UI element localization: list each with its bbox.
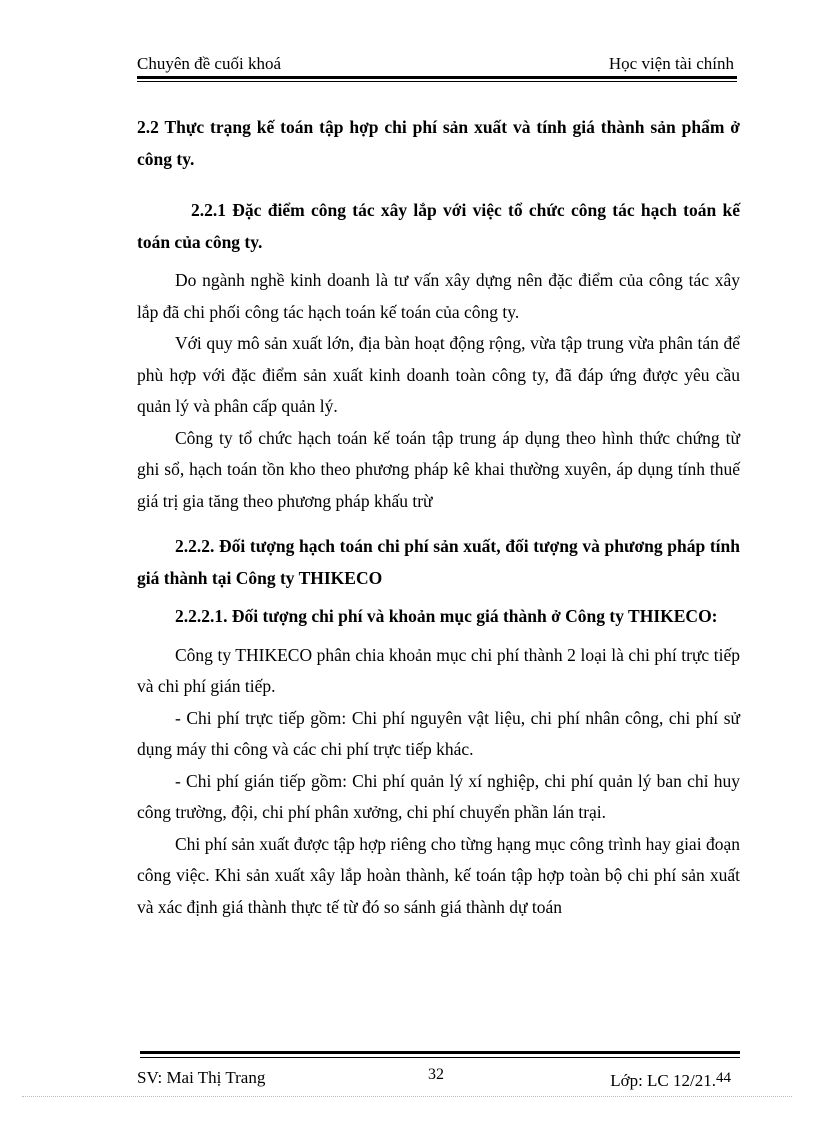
section-2-2-2-heading: 2.2.2. Đối tượng hạch toán chi phí sản xuất, đối tượng và phương pháp tính giá thành tại Công ty THIKECO	[137, 536, 740, 588]
footer-class-suffix: 44	[716, 1070, 731, 1086]
header-left-title: Chuyên đề cuối khoá	[137, 54, 281, 73]
header-rule-thin	[137, 81, 737, 82]
header-right-title: Học viện tài chính	[608, 54, 734, 73]
page-header	[137, 52, 734, 78]
paragraph-7: Chi phí sản xuất được tập hợp riêng cho từng hạng mục công trình hay giai đoạn công việc. Khi sản xuất xây lắp hoàn thành, kế toán tập hợp toàn bộ chi phí sản xuất và xác định giá thành thực tế từ đó so sánh giá thành dự toán	[137, 833, 740, 917]
footer-rule-thick	[140, 1051, 740, 1054]
footer-rule-thin	[140, 1057, 740, 1058]
footer-student-name: SV: Mai Thị Trang	[137, 1068, 266, 1087]
paragraph-1: Do ngành nghề kinh doanh là tư vấn xây dựng nên đặc điểm của công tác xây lắp đã chi phối công tác hạch toán kế toán của công ty.	[137, 270, 740, 322]
paragraph-2: Với quy mô sản xuất lớn, địa bàn hoạt động rộng, vừa tập trung vừa phân tán để phù hợp với đặc điểm sản xuất kinh doanh toàn công ty, đã đáp ứng được yêu cầu quản lý và phân cấp quản lý.	[137, 333, 740, 416]
section-2-2-heading: 2.2 Thực trạng kế toán tập hợp chi phí sản xuất và tính giá thành sản phẩm ở công ty.	[137, 117, 740, 169]
paragraph-5: - Chi phí trực tiếp gồm: Chi phí nguyên vật liệu, chi phí nhân công, chi phí sử dụng máy thi công và các chi phí trực tiếp khác.	[137, 707, 740, 759]
footer-page-number: 32	[428, 1066, 444, 1083]
page-bottom-dotted-border	[22, 1096, 792, 1097]
footer-class	[610, 1070, 731, 1091]
paragraph-6: - Chi phí gián tiếp gồm: Chi phí quản lý xí nghiệp, chi phí quản lý ban chỉ huy công trường, đội, chi phí phân xưởng, chi phí chuyển phần lán trại.	[137, 770, 740, 822]
paragraph-4: Công ty THIKECO phân chia khoản mục chi phí thành 2 loại là chi phí trực tiếp và chi phí gián tiếp.	[137, 644, 740, 696]
paragraph-3: Công ty tổ chức hạch toán kế toán tập trung áp dụng theo hình thức chứng từ ghi sổ, hạch toán tồn kho theo phương pháp kê khai thường xuyên, áp dụng tính thuế giá trị gia tăng theo phương pháp khấu trừ	[137, 427, 740, 511]
page-content	[137, 112, 740, 923]
section-2-2-2-1-heading: 2.2.2.1. Đối tượng chi phí và khoản mục giá thành ở Công ty THIKECO:	[175, 606, 718, 626]
footer-class-label: Lớp: LC 12/21.	[610, 1071, 716, 1090]
section-2-2-1-heading: 2.2.1 Đặc điểm công tác xây lắp với việc tổ chức công tác hạch toán kế toán của công ty.	[137, 200, 740, 252]
header-rule-thick	[137, 76, 737, 79]
